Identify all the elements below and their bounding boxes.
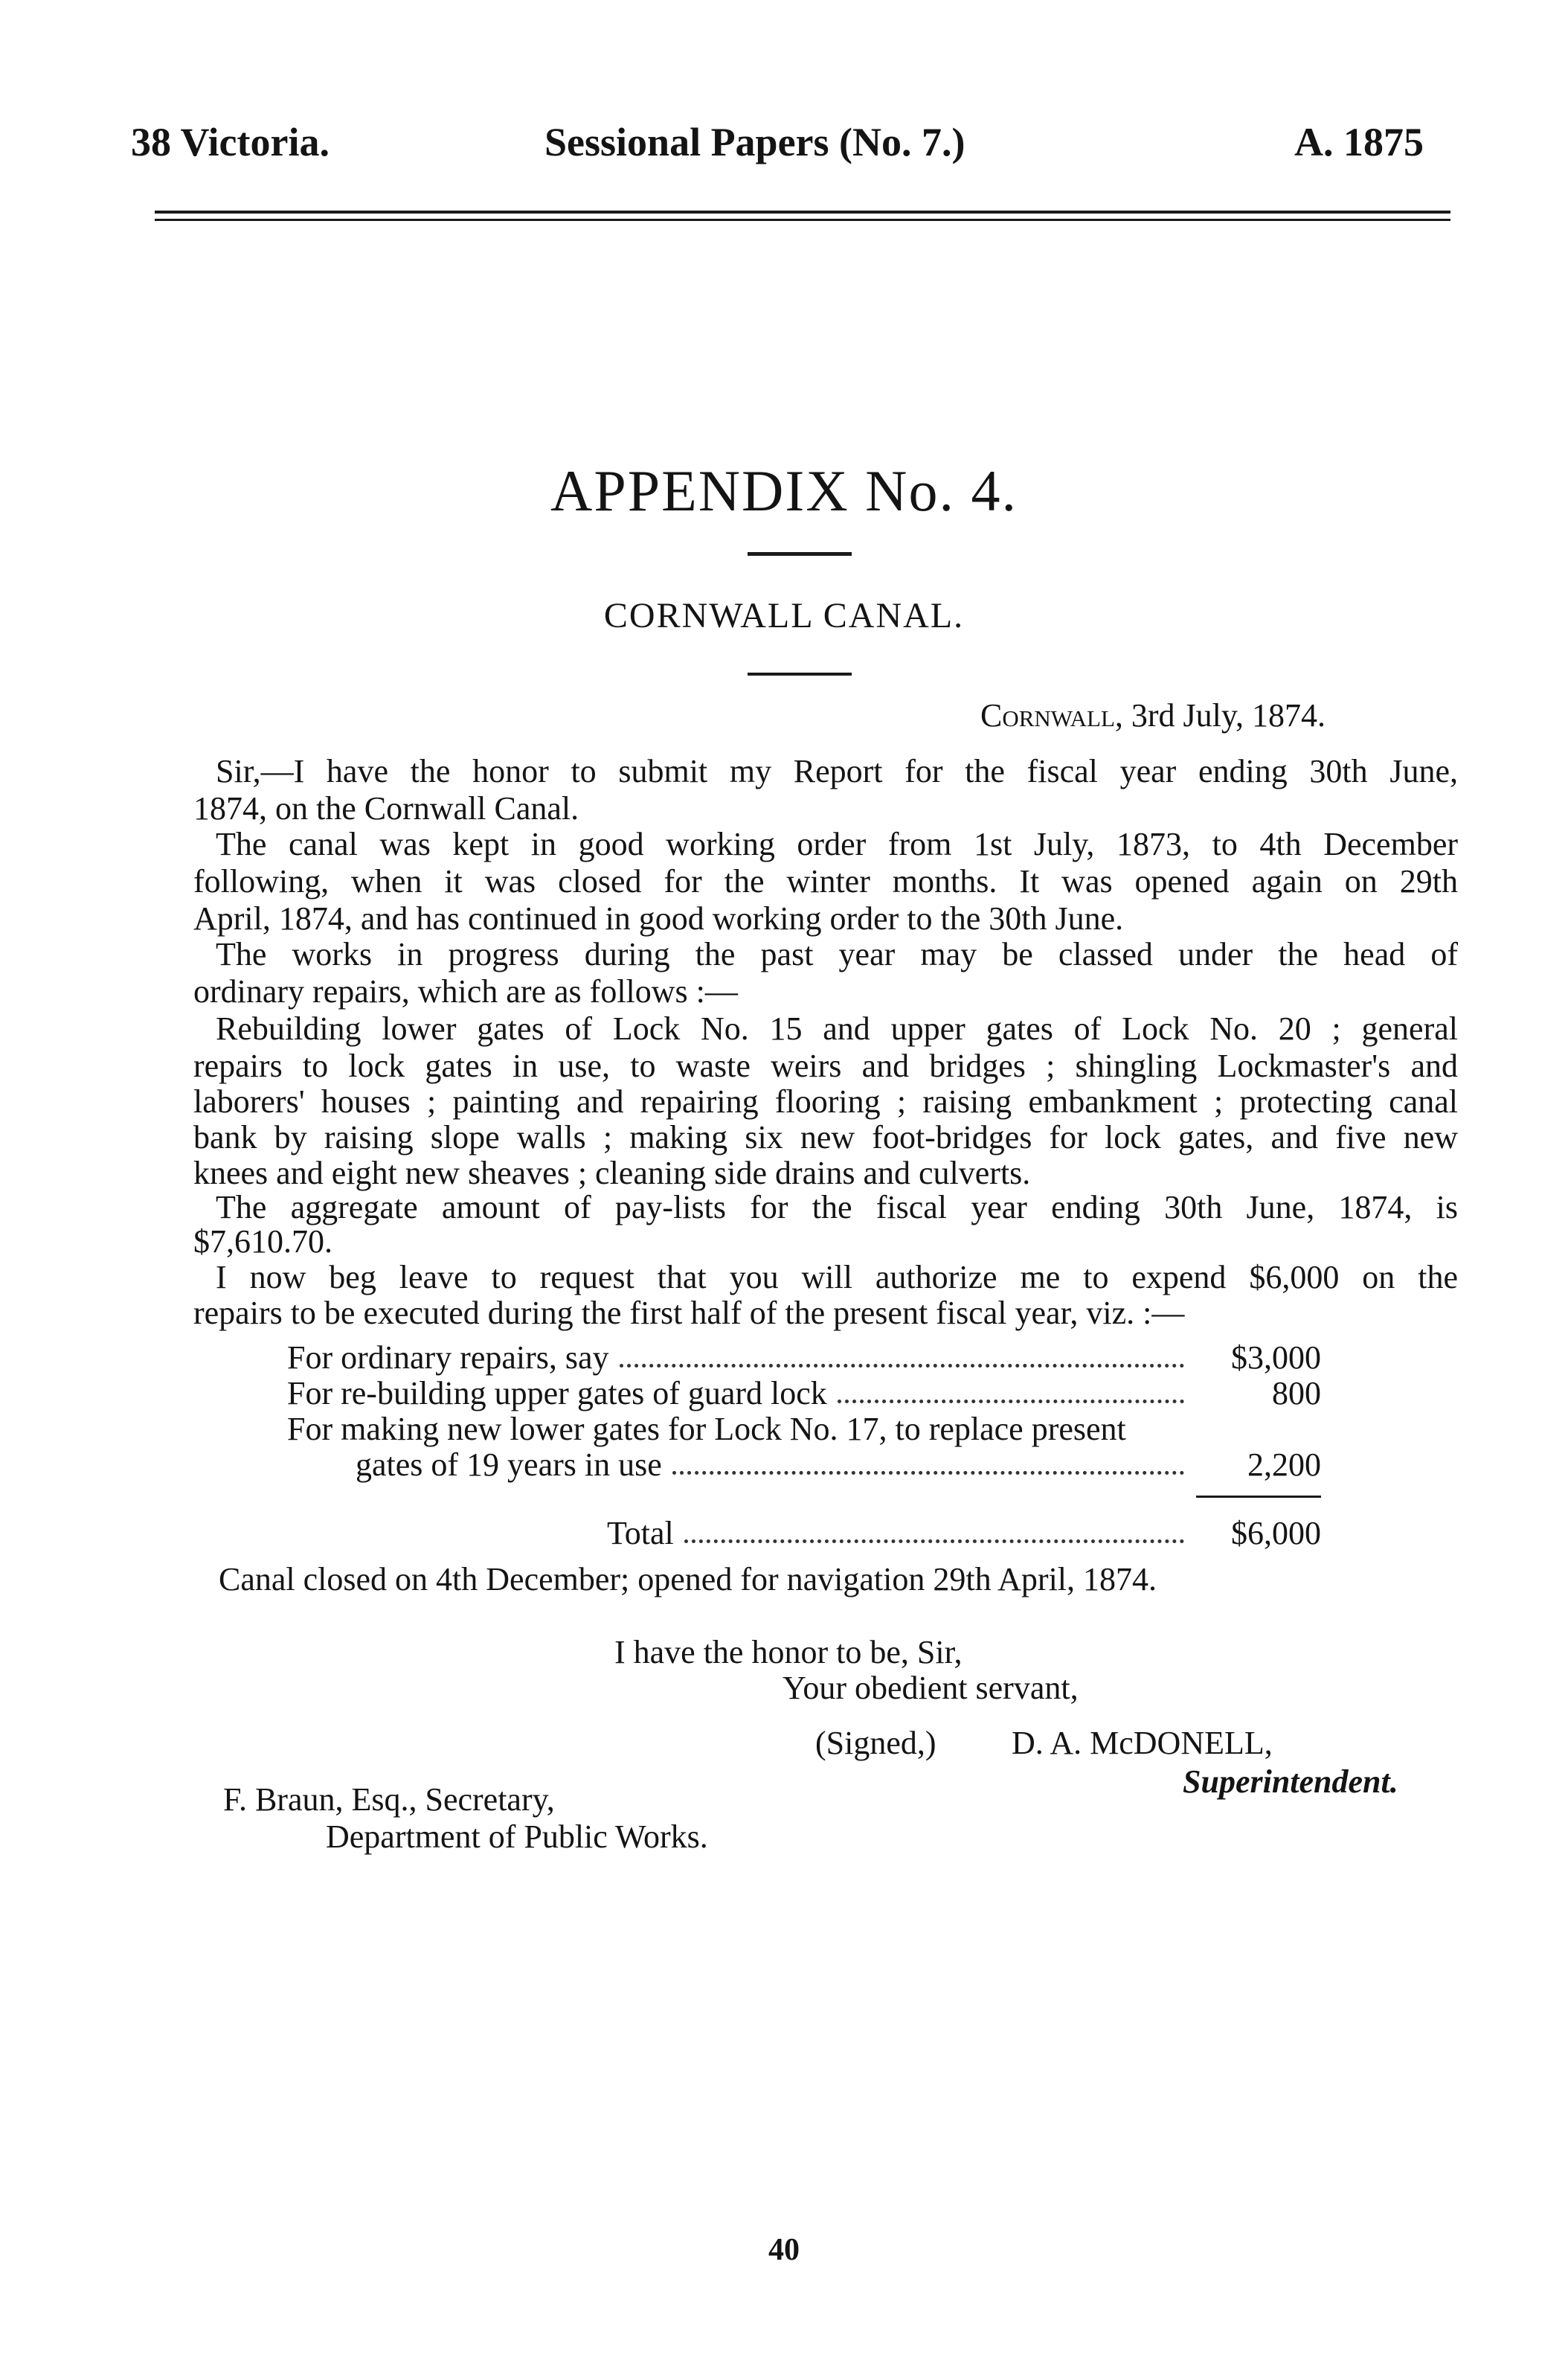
estimate-label: For making new lower gates for Lock No. 17, to replace present	[287, 1411, 1126, 1447]
header-rule-bottom	[155, 219, 1450, 221]
estimate-row	[287, 1375, 1321, 1412]
body-line: repairs to lock gates in use, to waste weirs and bridges ; shingling Lockmaster's and	[193, 1048, 1458, 1084]
closing-note: Canal closed on 4th December; opened for navigation 29th April, 1874.	[219, 1561, 1157, 1597]
subtitle-rule	[748, 673, 852, 676]
estimate-row	[287, 1339, 1321, 1376]
leader-dots	[684, 1539, 1184, 1543]
body-line: The canal was kept in good working order from 1st July, 1873, to 4th December	[216, 826, 1458, 862]
header-center: Sessional Papers (No. 7.)	[544, 120, 965, 164]
header-left: 38 Victoria.	[131, 120, 330, 164]
estimate-row	[356, 1446, 1321, 1484]
estimate-amount: 800	[1272, 1375, 1321, 1411]
leader-dots	[620, 1364, 1184, 1368]
total-label: Total	[607, 1515, 674, 1551]
body-line: repairs to be executed during the first half of the present fiscal year, viz. :—	[193, 1295, 1185, 1331]
page-number: 40	[768, 2233, 800, 2267]
estimate-amount: $3,000	[1231, 1339, 1321, 1376]
body-line: bank by raising slope walls ; making six new foot-bridges for lock gates, and five new	[193, 1119, 1458, 1156]
leader-dots	[838, 1400, 1184, 1403]
body-line: knees and eight new sheaves ; cleaning side drains and culverts.	[193, 1155, 1031, 1191]
body-line: I now beg leave to request that you will authorize me to expend $6,000 on the	[216, 1259, 1458, 1295]
body-line: laborers' houses ; painting and repairing flooring ; raising embankment ; protecting canal	[193, 1083, 1458, 1120]
title-rule	[748, 552, 852, 556]
body-line: The works in progress during the past year may be classed under the head of	[216, 936, 1458, 972]
appendix-subtitle: CORNWALL CANAL.	[603, 596, 965, 635]
header-right: A. 1875	[1294, 120, 1424, 164]
signed-label: (Signed,)	[815, 1725, 936, 1761]
estimate-label: For re-building upper gates of guard lock	[287, 1375, 827, 1411]
estimate-label: gates of 19 years in use	[356, 1446, 662, 1483]
total-amount: $6,000	[1231, 1515, 1321, 1551]
body-line: ordinary repairs, which are as follows :—	[193, 973, 738, 1010]
signatory-name: D. A. McDONELL,	[1012, 1725, 1273, 1761]
signoff-line1: I have the honor to be, Sir,	[614, 1634, 963, 1670]
leader-dots	[672, 1471, 1184, 1475]
body-line: $7,610.70.	[193, 1223, 332, 1260]
dateline-date: 3rd July, 1874.	[1131, 697, 1326, 734]
total-row	[607, 1515, 1321, 1552]
estimate-label: For ordinary repairs, say	[287, 1339, 609, 1376]
estimate-amount: 2,200	[1247, 1446, 1321, 1483]
addressee-name: F. Braun, Esq., Secretary,	[223, 1781, 555, 1818]
signatory-title: Superintendent.	[1183, 1763, 1398, 1800]
header-rule-top	[155, 211, 1450, 214]
estimate-row	[287, 1411, 1321, 1448]
signoff-line2: Your obedient servant,	[783, 1670, 1079, 1706]
body-line: Rebuilding lower gates of Lock No. 15 and upper gates of Lock No. 20 ; general	[216, 1010, 1458, 1047]
body-line: Sir,—I have the honor to submit my Report for the fiscal year ending 30th June,	[216, 753, 1458, 789]
body-line: April, 1874, and has continued in good working order to the 30th June.	[193, 900, 1124, 937]
dateline: Cornwall, 3rd July, 1874.	[980, 697, 1326, 734]
body-line: 1874, on the Cornwall Canal.	[193, 790, 579, 827]
addressee-dept: Department of Public Works.	[326, 1818, 708, 1855]
total-rule	[1196, 1496, 1321, 1498]
dateline-place: Cornwall	[980, 697, 1115, 734]
body-line: following, when it was closed for the winter months. It was opened again on 29th	[193, 863, 1458, 900]
appendix-title: APPENDIX No. 4.	[550, 458, 1018, 523]
body-line: The aggregate amount of pay-lists for the fiscal year ending 30th June, 1874, is	[216, 1189, 1458, 1225]
